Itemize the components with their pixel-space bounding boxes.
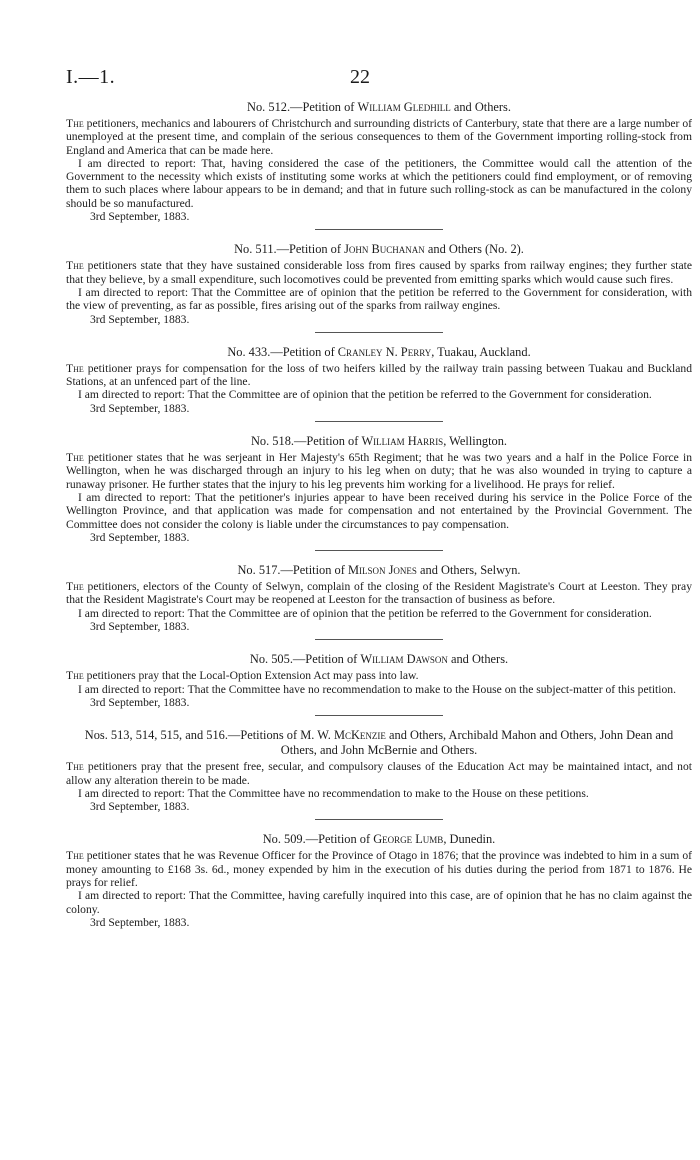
petition-title: No. 512.—Petition of William Gledhill and Others. <box>247 100 511 114</box>
petition-title: No. 505.—Petition of William Dawson and Others. <box>249 652 509 667</box>
petition-entry <box>66 652 692 716</box>
petition-entry <box>66 345 692 422</box>
report-date: 3rd September, 1883. <box>90 210 190 224</box>
petition-entry <box>66 728 692 820</box>
committee-report: I am directed to report: That the Committee, having carefully inquired into this case, are of opinion that he has no claim against the colony. <box>66 889 692 916</box>
committee-report: I am directed to report: That the Committee are of opinion that the petition be referred to the Government for consideration. <box>78 606 652 620</box>
report-date: 3rd September, 1883. <box>90 800 190 814</box>
section-divider <box>315 819 443 820</box>
report-date: 3rd September, 1883. <box>90 312 190 326</box>
committee-report: I am directed to report: That the Committee are of opinion that the petition be referred to the Government for consideration, with the view of preventing, as far as possible, fires arising out of the sparks from railway engines. <box>66 285 692 313</box>
petition-entry <box>66 832 692 929</box>
section-divider <box>315 550 443 551</box>
petition-title: No. 517.—Petition of Milson Jones and Others, Selwyn. <box>237 563 521 578</box>
petition-body: The petitioners pray that the present free, secular, and compulsory clauses of the Education Act may be maintained intact, and not allow any alteration therein to be made. <box>66 760 692 787</box>
petition-title: Nos. 513, 514, 515, and 516.—Petitions of M. W. McKenzie and Others, Archibald Mahon and Others, John Dean and Others, and John McBernie and Others. <box>84 728 674 758</box>
committee-report: I am directed to report: That the Committee have no recommendation to make to the House on these petitions. <box>78 786 589 800</box>
petition-body: The petitioner states that he was Revenue Officer for the Province of Otago in 1876; that the province was indebted to him in a sum of money amounting to £168 3s. 6d., money expended by him in the execution of his duties during the period from 1871 to 1876. He prays for relief. <box>66 849 692 889</box>
report-date: 3rd September, 1883. <box>90 530 190 544</box>
report-date: 3rd September, 1883. <box>90 401 190 415</box>
petition-entry <box>66 563 692 640</box>
petition-body: The petitioners, electors of the County of Selwyn, complain of the closing of the Resident Magistrate's Court at Leeston. They pray that the Resident Magistrate's Court may be reopened at Leeston for the transaction of business as before. <box>66 580 692 607</box>
petition-body: The petitioners pray that the Local-Option Extension Act may pass into law. <box>66 669 419 683</box>
section-divider <box>315 715 443 716</box>
petition-title: No. 509.—Petition of George Lumb, Dunedin. <box>262 832 496 847</box>
section-divider <box>315 421 443 422</box>
petition-body: The petitioner prays for compensation for the loss of two heifers killed by the railway train passing between Tuakau and Buckland Stations, at an unfenced part of the line. <box>66 361 692 389</box>
paper-reference: I.—1. <box>66 66 116 88</box>
page-number: 22 <box>350 66 370 88</box>
committee-report: I am directed to report: That the petitioner's injuries appear to have been received during his service in the Police Force of the Wellington Province, and that application was made for compensation and not entertained by the Provincial Government. The Committee does not consider the colony is liable under the circumstances to pay compensation. <box>66 490 692 531</box>
petition-title: No. 518.—Petition of William Harris, Wellington. <box>250 434 508 449</box>
petition-body: The petitioner states that he was serjeant in Her Majesty's 65th Regiment; that he was two years and a half in the Police Force in Wellington, when he was discharged through an injury to his leg when on duty; that he was also wounded in trying to capture a runaway prisoner. He further states that the injury to his leg prevents him working for a livelihood. He prays for relief. <box>66 451 692 491</box>
committee-report: I am directed to report: That the Committee are of opinion that the petition be referred to the Government for consideration. <box>78 388 652 402</box>
petition-body: The petitioners state that they have sustained considerable loss from fires caused by sparks from railway engines; they further state that they believe, by a small expenditure, such locomotives could be prevented from emitting sparks which would cause such fires. <box>66 259 692 286</box>
petition-title: No. 433.—Petition of Cranley N. Perry, Tuakau, Auckland. <box>227 344 531 359</box>
petition-title: No. 511.—Petition of John Buchanan and Others (No. 2). <box>234 242 524 257</box>
section-divider <box>315 229 443 230</box>
petitions-list <box>66 100 692 929</box>
petition-entry <box>66 434 692 551</box>
committee-report: I am directed to report: That the Committee have no recommendation to make to the House on the subject-matter of this petition. <box>78 682 676 696</box>
committee-report: I am directed to report: That, having considered the case of the petitioners, the Committee would call the attention of the Government to the necessity which exists of instituting some works at which the petitioners could find employment, or of removing them to such places where labour appears to be in demand; and that in future such rolling-stock as can be manufactured in the colony should be so manufactured. <box>66 156 692 210</box>
report-date: 3rd September, 1883. <box>90 695 190 709</box>
report-date: 3rd September, 1883. <box>90 915 190 929</box>
report-date: 3rd September, 1883. <box>90 620 190 634</box>
petition-entry <box>66 242 692 332</box>
petition-entry <box>66 100 692 230</box>
section-divider <box>315 332 443 333</box>
section-divider <box>315 639 443 640</box>
petition-body: The petitioners, mechanics and labourers of Christchurch and surrounding districts of Canterbury, state that there are a large number of unemployed at the present time, and complain of the serious consequences to them of the Government importing rolling-stock from England and America that can be made here. <box>66 117 692 157</box>
